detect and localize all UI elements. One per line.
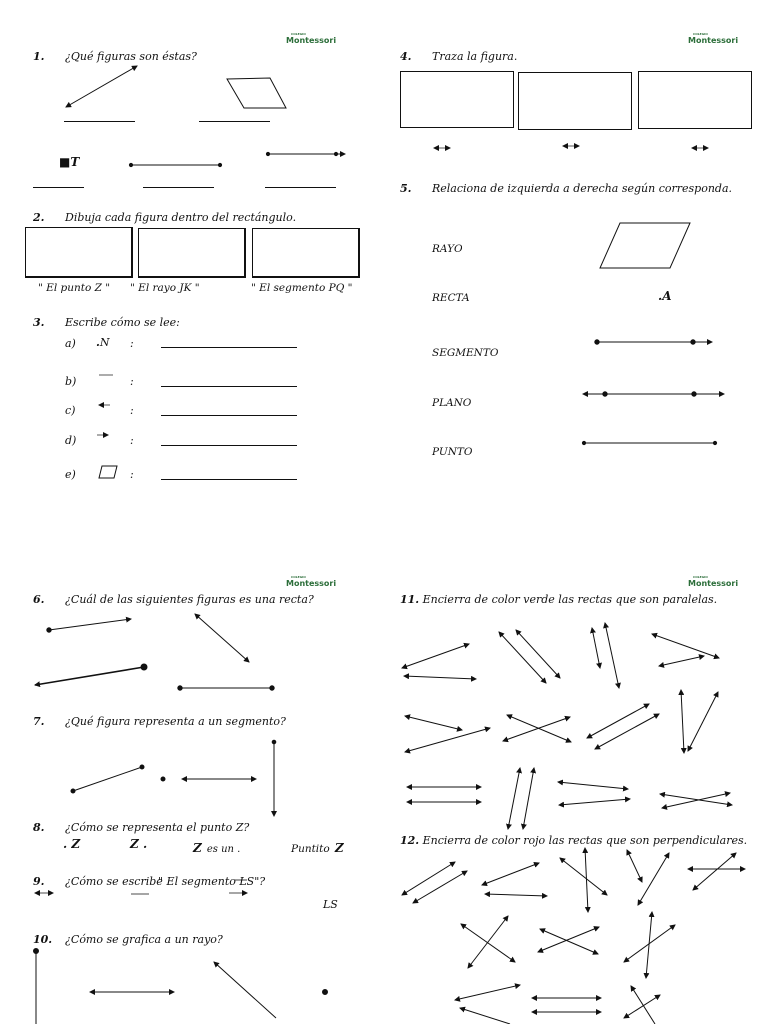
q1-plane-figure: [227, 78, 286, 108]
q10-number: 10.: [33, 933, 53, 946]
q8-number: 8.: [33, 821, 45, 834]
q2-draw-box[interactable]: [138, 228, 246, 278]
q1-answer-blank[interactable]: [33, 187, 84, 188]
q3-answer-blank[interactable]: [161, 445, 297, 446]
q11-heading: 11. Encierra de color verde las rectas que son paralelas.: [400, 593, 718, 606]
q6-number: 6.: [33, 593, 45, 606]
q1-answer-blank[interactable]: [143, 187, 214, 188]
q3-item-letter: a): [65, 337, 76, 350]
q2-caption: " El punto Z ": [38, 282, 111, 294]
q6-fig-ray-2: [35, 667, 144, 685]
q3-answer-blank[interactable]: [161, 479, 297, 480]
logo-montessori: COLEGIO Montessori: [688, 575, 739, 588]
q7-number: 7.: [33, 715, 45, 728]
q3-answer-blank[interactable]: [161, 415, 297, 416]
logo-montessori: COLEGIO Montessori: [688, 32, 739, 45]
q5-label: RAYO: [432, 243, 463, 255]
q2-draw-box[interactable]: [25, 227, 133, 278]
q7-fig-segment: [73, 767, 142, 791]
q8-option[interactable]: . Z: [63, 837, 81, 851]
q1-point-figure: ■T: [59, 155, 80, 169]
q6-fig-line: [195, 614, 249, 662]
q8-option[interactable]: Puntito Z: [291, 841, 344, 855]
q1-answer-blank[interactable]: [265, 187, 336, 188]
q5-label: SEGMENTO: [432, 347, 499, 359]
q9-quote: " El segmento LS"?: [158, 875, 266, 888]
q3-colon: :: [130, 434, 134, 447]
q5-plane: [600, 223, 690, 268]
q2-caption: " El rayo JK ": [130, 282, 200, 294]
q3-colon: :: [130, 375, 134, 388]
q3-answer-blank[interactable]: [161, 347, 297, 348]
q3-item-letter: c): [65, 404, 76, 417]
q6-text: ¿Cuál de las siguientes figuras es una recta?: [65, 593, 314, 606]
q9-text: ¿Cómo se escribe: [65, 875, 163, 888]
q12-heading: 12. Encierra de color rojo las rectas que son perpendiculares.: [400, 834, 748, 847]
q3-colon: :: [130, 468, 134, 481]
q5-point-figure: .A: [658, 289, 672, 303]
q1-number: 1.: [33, 50, 45, 63]
q5-label: PUNTO: [432, 446, 473, 458]
q10-fig-diagonal: [214, 962, 276, 1018]
q3-colon: :: [130, 337, 134, 350]
q10-text: ¿Cómo se grafica a un rayo?: [65, 933, 223, 946]
logo-montessori: COLEGIO Montessori: [286, 32, 337, 45]
q2-number: 2.: [33, 211, 45, 224]
q8-option[interactable]: Z es un .: [193, 841, 241, 855]
q4-draw-box[interactable]: [638, 71, 752, 129]
q3-item-letter: d): [65, 434, 77, 447]
q3-text: Escribe cómo se lee:: [65, 316, 180, 329]
q3-item-a-symbol: .N: [96, 336, 110, 349]
q10-fig-point: [323, 990, 328, 995]
q5-label: PLANO: [432, 397, 472, 409]
q5-number: 5.: [400, 182, 412, 195]
q4-draw-box[interactable]: [400, 71, 514, 128]
logo-montessori: COLEGIO Montessori: [286, 575, 337, 588]
q8-option[interactable]: Z .: [130, 837, 148, 851]
q3-item-letter: e): [65, 468, 76, 481]
q8-text: ¿Cómo se representa el punto Z?: [65, 821, 250, 834]
q2-text: Dibuja cada figura dentro del rectángulo.: [65, 211, 297, 224]
q5-label: RECTA: [432, 292, 470, 304]
q11-figures: [402, 623, 732, 829]
q6-fig-ray: [49, 619, 131, 630]
q3-colon: :: [130, 404, 134, 417]
q9-option-ls[interactable]: LS: [323, 898, 338, 911]
q7-text: ¿Qué figura representa a un segmento?: [65, 715, 286, 728]
q9-number: 9.: [33, 875, 45, 888]
q7-fig-point: [161, 777, 165, 781]
q3-answer-blank[interactable]: [161, 386, 297, 387]
q3-e-symbol: [99, 466, 117, 478]
q1-answer-blank[interactable]: [199, 121, 270, 122]
q12-figures: [402, 848, 745, 1024]
q1-line-figure: [66, 66, 137, 107]
q4-draw-box[interactable]: [518, 72, 632, 130]
q2-caption: " El segmento PQ ": [251, 282, 353, 294]
q4-text: Traza la figura.: [432, 50, 518, 63]
q1-answer-blank[interactable]: [64, 121, 135, 122]
q4-number: 4.: [400, 50, 412, 63]
q5-text: Relaciona de izquierda a derecha según corresponda.: [432, 182, 733, 195]
q2-draw-box[interactable]: [252, 228, 360, 278]
q1-text: ¿Qué figuras son éstas?: [65, 50, 197, 63]
q3-number: 3.: [33, 316, 45, 329]
q3-item-letter: b): [65, 375, 77, 388]
